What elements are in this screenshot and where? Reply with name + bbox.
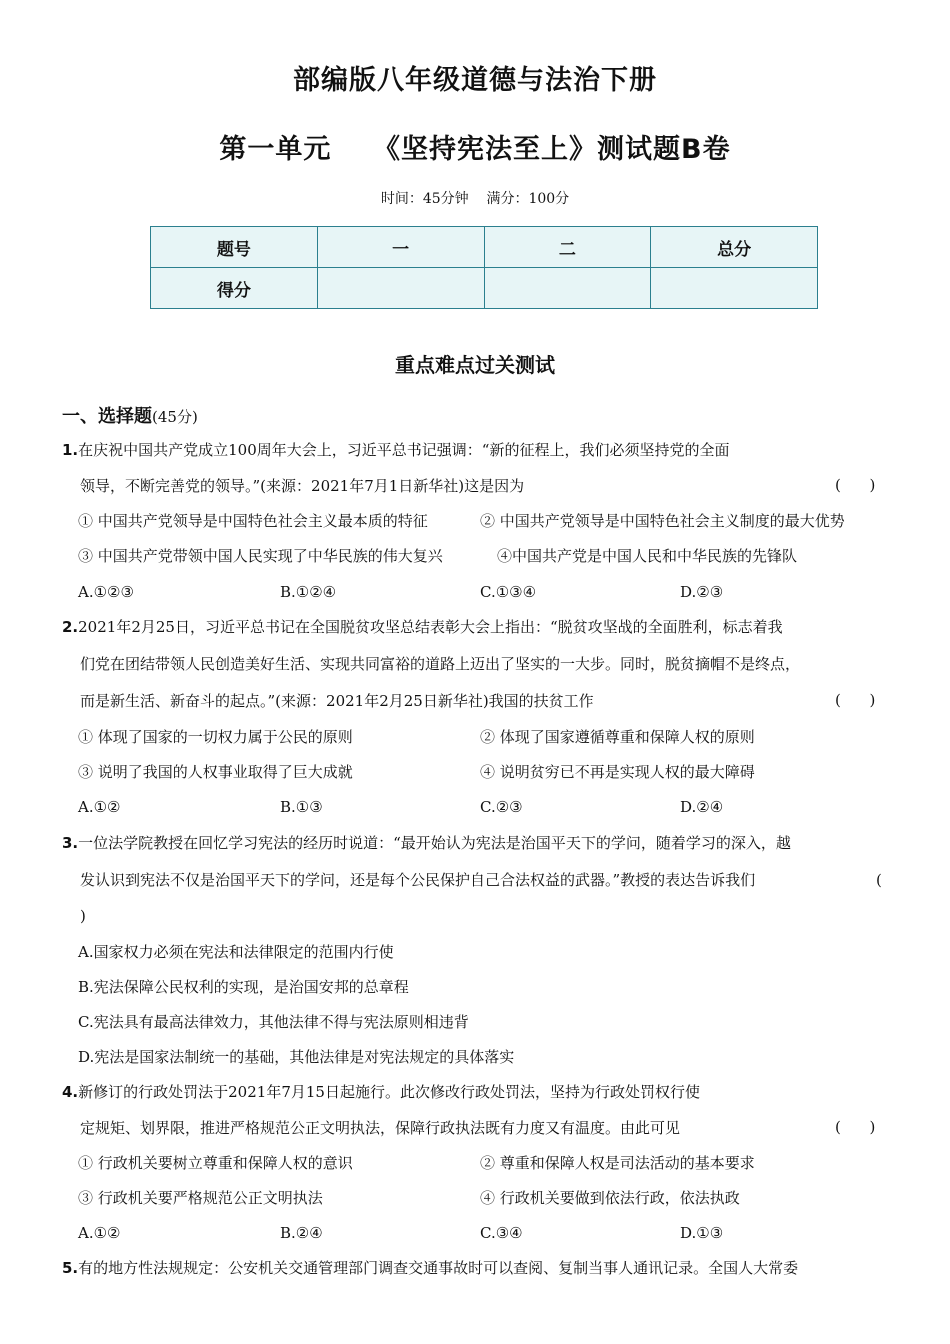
option-c[interactable]: C.②③	[480, 798, 523, 816]
score-table-score-row	[151, 268, 818, 309]
option-a[interactable]: A.①②	[78, 1224, 121, 1242]
score-table	[150, 226, 818, 309]
part1-heading	[62, 402, 198, 428]
question-stem-text: 一位法学院教授在回忆学习宪法的经历时说道：“最开始认为宪法是治国平天下的学问，随着学习的深入，越	[78, 834, 791, 852]
statement: ① 体现了国家的一切权力属于公民的原则	[78, 728, 353, 746]
question-stem-text: 2021年2月25日，习近平总书记在全国脱贫攻坚总结表彰大会上指出：“脱贫攻坚战的全面胜利，标志着我	[78, 618, 783, 636]
statement: ③ 中国共产党带领中国人民实现了中华民族的伟大复兴	[78, 547, 443, 565]
statement: ② 体现了国家遵循尊重和保障人权的原则	[480, 728, 755, 746]
score-header-cell: 题号	[151, 227, 318, 268]
document-title: 部编版八年级道德与法治下册	[293, 65, 657, 96]
question-stem-line: 定规矩、划界限，推进严格规范公正文明执法，保障行政执法既有力度又有温度。由此可见	[80, 1119, 681, 1137]
question-number: 5.	[62, 1259, 79, 1277]
answer-bracket[interactable]: ( )	[835, 476, 876, 494]
question-stem-text: 新修订的行政处罚法于2021年7月15日起施行。此次修改行政处罚法，坚持为行政处罚权行使	[78, 1083, 700, 1101]
part1-title: 一、选择题	[62, 406, 152, 427]
option-c[interactable]: C.宪法具有最高法律效力，其他法律不得与宪法原则相违背	[78, 1013, 469, 1031]
part1-points: (45分)	[152, 408, 198, 426]
question-number: 2.	[62, 618, 79, 636]
option-d[interactable]: D.宪法是国家法制统一的基础，其他法律是对宪法规定的具体落实	[78, 1048, 515, 1066]
statement: ① 行政机关要树立尊重和保障人权的意识	[78, 1154, 353, 1172]
option-b[interactable]: B.②④	[280, 1224, 323, 1242]
statement: ④中国共产党是中国人民和中华民族的先锋队	[497, 547, 798, 565]
document-subtitle: 第一单元 《坚持宪法至上》测试题B卷	[219, 134, 731, 165]
question-stem-line	[62, 833, 791, 853]
score-header-cell: 一	[317, 227, 484, 268]
time-info: 时间：45分钟 满分：100分	[380, 191, 570, 207]
option-d[interactable]: D.①③	[680, 1224, 724, 1242]
statement: ④ 行政机关要做到依法行政，依法执政	[480, 1189, 740, 1207]
statement: ③ 说明了我国的人权事业取得了巨大成就	[78, 763, 353, 781]
score-table-header-row	[151, 227, 818, 268]
answer-bracket[interactable]: ( )	[835, 1118, 876, 1136]
statement: ② 中国共产党领导是中国特色社会主义制度的最大优势	[480, 512, 845, 530]
score-header-cell: 二	[484, 227, 651, 268]
question-stem-line	[62, 617, 783, 637]
question-stem-text: 在庆祝中国共产党成立100周年大会上，习近平总书记强调：“新的征程上，我们必须坚持党的全面	[78, 441, 730, 459]
option-a[interactable]: A.①②	[78, 798, 121, 816]
question-stem-line: 而是新生活、新奋斗的起点。”(来源：2021年2月25日新华社)我国的扶贫工作	[80, 692, 594, 710]
statement: ③ 行政机关要严格规范公正文明执法	[78, 1189, 323, 1207]
option-c[interactable]: C.③④	[480, 1224, 523, 1242]
question-stem-line	[62, 1082, 700, 1102]
option-d[interactable]: D.②③	[680, 583, 724, 601]
question-number: 4.	[62, 1083, 79, 1101]
score-cell-part2[interactable]	[484, 268, 651, 309]
question-number: 3.	[62, 834, 79, 852]
answer-bracket[interactable]: ( )	[835, 691, 876, 709]
option-d[interactable]: D.②④	[680, 798, 724, 816]
score-row-label: 得分	[151, 268, 318, 309]
question-stem-line	[62, 440, 729, 460]
option-b[interactable]: B.宪法保障公民权利的实现，是治国安邦的总章程	[78, 978, 409, 996]
option-b[interactable]: B.①②④	[280, 583, 337, 601]
statement: ① 中国共产党领导是中国特色社会主义最本质的特征	[78, 512, 428, 530]
option-b[interactable]: B.①③	[280, 798, 323, 816]
statement: ② 尊重和保障人权是司法活动的基本要求	[480, 1154, 755, 1172]
section-title: 重点难点过关测试	[395, 353, 555, 377]
question-stem-line: 们党在团结带领人民创造美好生活、实现共同富裕的道路上迈出了坚实的一大步。同时，脱贫摘帽不是终点，	[80, 655, 801, 673]
option-c[interactable]: C.①③④	[480, 583, 537, 601]
option-a[interactable]: A.①②③	[78, 583, 134, 601]
question-stem-line: 领导，不断完善党的领导。”(来源：2021年7月1日新华社)这是因为	[80, 477, 525, 495]
option-a[interactable]: A.国家权力必须在宪法和法律限定的范围内行使	[78, 943, 394, 961]
statement: ④ 说明贫穷已不再是实现人权的最大障碍	[480, 763, 755, 781]
question-number: 1.	[62, 441, 79, 459]
question-stem-text: 有的地方性法规规定：公安机关交通管理部门调查交通事故时可以查阅、复制当事人通讯记录。全国人大常委	[78, 1259, 799, 1277]
score-header-cell: 总分	[651, 227, 818, 268]
score-cell-total[interactable]	[651, 268, 818, 309]
score-cell-part1[interactable]	[317, 268, 484, 309]
question-stem-line: 发认识到宪法不仅是治国平天下的学问，还是每个公民保护自己合法权益的武器。”教授的表达告诉我们	[80, 871, 756, 889]
answer-bracket-open[interactable]: (	[876, 871, 882, 889]
answer-bracket-close[interactable]: )	[80, 907, 86, 925]
question-stem-line	[62, 1258, 798, 1278]
